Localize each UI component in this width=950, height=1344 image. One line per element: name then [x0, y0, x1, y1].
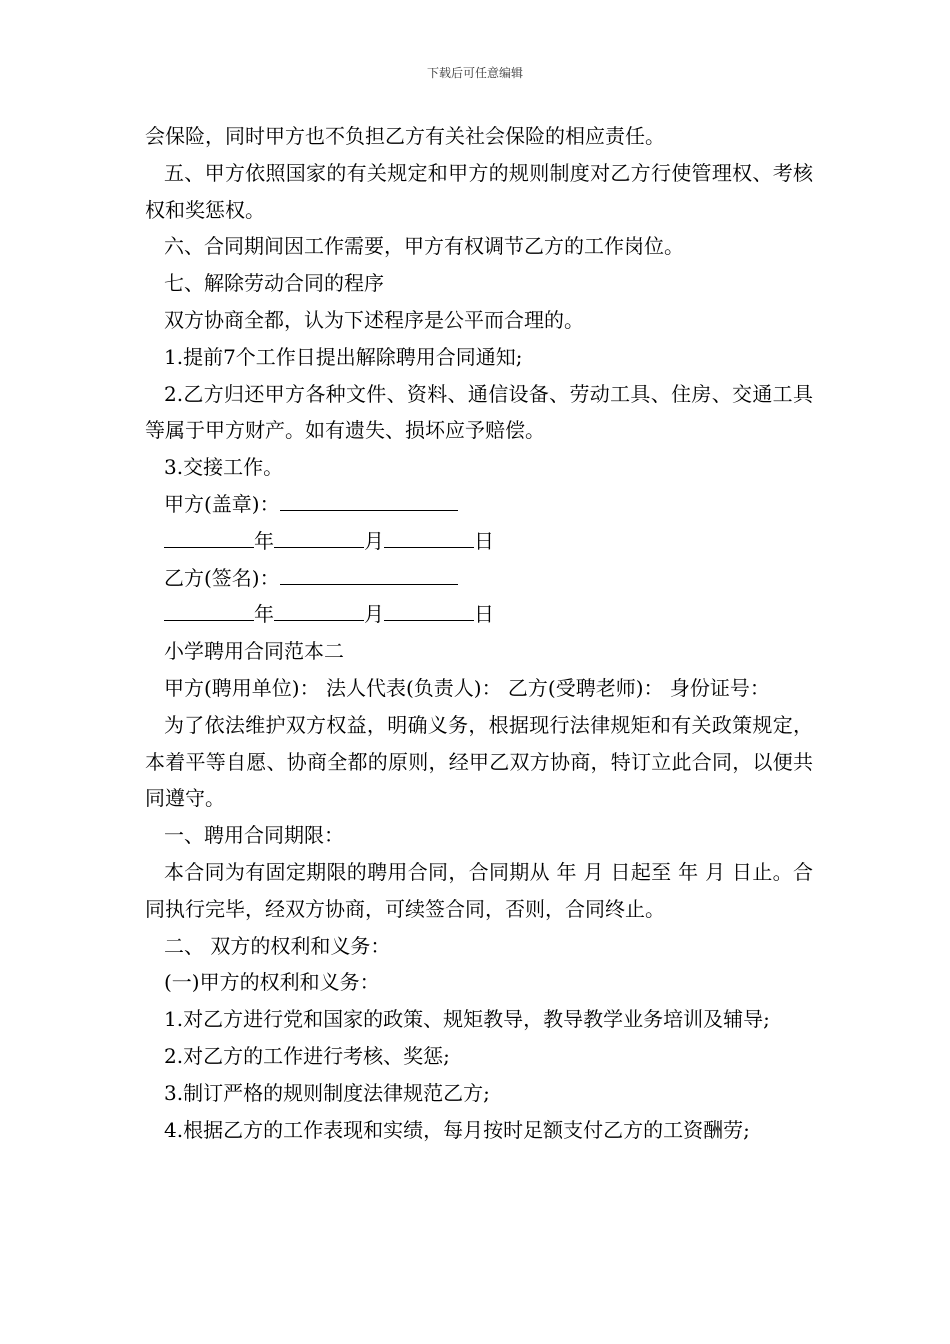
day-blank[interactable] [384, 600, 474, 621]
year-blank[interactable] [164, 600, 254, 621]
paragraph-step-2: 2.乙方归还甲方各种文件、资料、通信设备、劳动工具、住房、交通工具等属于甲方财产。如有遗失、损坏应予赔偿。 [145, 381, 813, 443]
year-blank[interactable] [164, 527, 254, 548]
year-label: 年 [254, 528, 274, 553]
paragraph-term-title: 一、聘用合同期限： [164, 823, 344, 848]
party-a-seal-blank[interactable] [280, 490, 458, 511]
section-title-contract-2: 小学聘用合同范本二 [164, 639, 344, 664]
paragraph-step-1: 1.提前7个工作日提出解除聘用合同通知; [164, 344, 523, 369]
paragraph-preamble: 为了依法维护双方权益，明确义务，根据现行法律规矩和有关政策规定，本着平等自愿、协商全都的原则，经甲乙双方协商，特订立此合同，以便共同遵守。 [145, 712, 813, 811]
paragraph-right-3: 3.制订严格的规则制度法律规范乙方; [164, 1080, 490, 1105]
date-line-a [145, 523, 813, 560]
paragraph-step-3: 3.交接工作。 [164, 455, 284, 480]
signature-party-b [145, 560, 813, 597]
paragraph-term-body: 本合同为有固定期限的聘用合同，合同期从 年 月 日起至 年 月 日止。合同执行完毕，经双方协商，可续签合同，否则，合同终止。 [145, 859, 813, 921]
month-blank[interactable] [274, 600, 364, 621]
month-label: 月 [364, 528, 384, 553]
document-body [145, 118, 813, 1148]
paragraph-party-a-rights-title: (一)甲方的权利和义务： [164, 970, 380, 995]
day-label: 日 [474, 602, 494, 627]
day-label: 日 [474, 528, 494, 553]
month-blank[interactable] [274, 527, 364, 548]
month-label: 月 [364, 602, 384, 627]
paragraph-mutual-agreement: 双方协商全都，认为下述程序是公平而合理的。 [164, 307, 584, 332]
year-label: 年 [254, 602, 274, 627]
party-b-label: 乙方(签名)： [164, 565, 280, 590]
paragraph-right-2: 2.对乙方的工作进行考核、奖惩; [164, 1043, 450, 1068]
party-a-label: 甲方(盖章)： [164, 491, 280, 516]
paragraph-social-insurance: 会保险，同时甲方也不负担乙方有关社会保险的相应责任。 [145, 124, 665, 148]
page-header: 下载后可任意编辑 [426, 66, 523, 80]
paragraph-parties: 甲方(聘用单位)： 法人代表(负责人)： 乙方(受聘老师)： 身份证号： [164, 675, 770, 700]
paragraph-right-4: 4.根据乙方的工作表现和实绩，每月按时足额支付乙方的工资酬劳; [164, 1117, 750, 1142]
paragraph-rights-title: 二、 双方的权利和义务： [164, 933, 391, 958]
day-blank[interactable] [384, 527, 474, 548]
paragraph-clause-6: 六、合同期间因工作需要，甲方有权调节乙方的工作岗位。 [164, 234, 684, 259]
paragraph-right-1: 1.对乙方进行党和国家的政策、规矩教导，教导教学业务培训及辅导; [164, 1007, 770, 1032]
date-line-b [145, 596, 813, 633]
signature-party-a [145, 486, 813, 523]
party-b-sign-blank[interactable] [280, 564, 458, 585]
paragraph-clause-5: 五、甲方依照国家的有关规定和甲方的规则制度对乙方行使管理权、考核权和奖惩权。 [145, 160, 813, 222]
paragraph-clause-7-title: 七、解除劳动合同的程序 [164, 271, 384, 296]
